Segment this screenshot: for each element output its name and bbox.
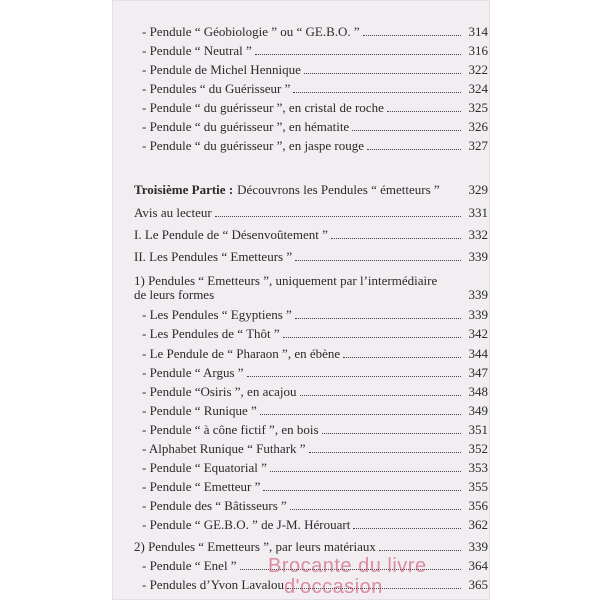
dot-leader (295, 259, 461, 261)
toc-page-number: 339 (468, 287, 488, 302)
toc-entry-label: - Les Pendules de “ Thôt ” (142, 326, 280, 341)
toc-page-number: 339 (468, 307, 488, 322)
toc-entry (112, 41, 490, 61)
toc-entry-label: - Pendule “ à cône fictif ”, en bois (142, 422, 319, 437)
toc-entry (112, 225, 490, 245)
dot-leader (309, 451, 461, 453)
dot-leader (322, 432, 461, 434)
toc-page-number: 326 (468, 119, 488, 134)
toc-entry-label: Découvrons les Pendules “ émetteurs ” (237, 182, 440, 197)
dot-leader (247, 375, 461, 377)
toc-entry-label: - Pendule “ GE.B.O. ” de J-M. Hérouart (142, 517, 351, 532)
toc-page-number: 327 (468, 138, 488, 153)
toc-entry-label: Avis au lecteur (134, 205, 212, 220)
toc-entry (112, 420, 490, 440)
toc-entry-label: de leurs formes (134, 287, 215, 302)
dot-leader (363, 34, 461, 36)
dot-leader (387, 110, 461, 112)
toc-page-number: 332 (468, 227, 488, 242)
toc-entry-label: - Les Pendules “ Egyptiens ” (142, 307, 292, 322)
dot-leader (353, 527, 461, 529)
toc-entry (112, 439, 490, 459)
toc-page-number: 356 (468, 498, 488, 513)
toc-entry-label: 2) Pendules “ Emetteurs ”, par leurs matériaux (134, 539, 376, 554)
toc-entry (112, 285, 490, 305)
toc-page-number: 331 (468, 205, 488, 220)
dot-leader (300, 394, 461, 396)
dot-leader (260, 413, 461, 415)
toc-entry-label: - Pendule “ Equatorial ” (142, 460, 267, 475)
toc-entry-label: - Pendule “ du guérisseur ”, en cristal de roche (142, 100, 384, 115)
toc-entry-label: II. Les Pendules “ Emetteurs ” (134, 249, 293, 264)
toc-page-number: 348 (468, 384, 488, 399)
toc-page-number: 355 (468, 479, 488, 494)
toc-entry (112, 203, 490, 223)
toc-page-number: 339 (468, 539, 488, 554)
dot-leader (217, 298, 461, 299)
dot-leader (379, 549, 461, 551)
toc-entry-label: - Pendule “ Emetteur ” (142, 479, 261, 494)
toc-entry-label: - Le Pendule de “ Pharaon ”, en ébène (142, 346, 341, 361)
toc-page-number: 322 (468, 62, 488, 77)
toc-entry-label: - Pendule des “ Bâtisseurs ” (142, 498, 287, 513)
toc-page-number: 324 (468, 81, 488, 96)
dot-leader (215, 215, 461, 217)
dot-leader (255, 53, 461, 55)
toc-entry (112, 22, 490, 42)
toc-entry-label: - Pendule “ Argus ” (142, 365, 244, 380)
toc-entry (112, 98, 490, 118)
toc-page-number: 362 (468, 517, 488, 532)
toc-page-number: 347 (468, 365, 488, 380)
book-page (112, 0, 490, 600)
toc-entry (112, 60, 490, 80)
watermark-line-2: d'occasion (284, 576, 383, 598)
dot-leader (290, 508, 461, 510)
toc-page-number: 314 (468, 24, 488, 39)
toc-entry (112, 247, 490, 267)
toc-entry (112, 496, 490, 516)
toc-entry-label: 1) Pendules “ Emetteurs ”, uniquement par l’intermédiaire (134, 273, 438, 288)
dot-leader (283, 336, 461, 338)
toc-entry-label: - Alphabet Runique “ Futhark ” (142, 441, 306, 456)
toc-section-heading (112, 180, 490, 200)
toc-entry (112, 515, 490, 535)
toc-entry (112, 117, 490, 137)
toc-entry-label: - Pendules d’Yvon Lavalou (142, 577, 285, 592)
dot-leader (293, 91, 461, 93)
dot-leader (270, 470, 461, 472)
dot-leader (352, 129, 461, 131)
toc-page-number: 353 (468, 460, 488, 475)
toc-entry-label: - Pendules “ du Guérisseur ” (142, 81, 291, 96)
toc-page-number: 342 (468, 326, 488, 341)
part-title: Troisième Partie : (134, 182, 234, 197)
toc-entry-label: - Pendule “ du guérisseur ”, en jaspe rouge (142, 138, 365, 153)
toc-entry-label: I. Le Pendule de “ Désenvoûtement ” (134, 227, 328, 242)
toc-page-number: 351 (468, 422, 488, 437)
toc-entry (112, 401, 490, 421)
toc-entry (112, 477, 490, 497)
toc-page-number: 365 (468, 577, 488, 592)
toc-page-number: 339 (468, 249, 488, 264)
dot-leader (295, 317, 461, 319)
toc-entry (112, 79, 490, 99)
dot-leader (343, 356, 461, 358)
toc-page-number: 316 (468, 43, 488, 58)
dot-leader (263, 489, 461, 491)
toc-entry-label: - Pendule “ Géobiologie ” ou “ GE.B.O. ” (142, 24, 360, 39)
toc-entry-label: - Pendule “Osiris ”, en acajou (142, 384, 297, 399)
toc-entry-label: - Pendule “ Neutral ” (142, 43, 252, 58)
dot-leader (331, 237, 461, 239)
toc-page-number: 364 (468, 558, 488, 573)
toc-entry-label: - Pendule de Michel Hennique (142, 62, 301, 77)
toc-entry (112, 344, 490, 364)
toc-entry (112, 305, 490, 325)
toc-entry (112, 324, 490, 344)
watermark-line-1: Brocante du livre (268, 555, 427, 577)
toc-entry (112, 382, 490, 402)
toc-entry (112, 136, 490, 156)
toc-entry-label: - Pendule “ Enel ” (142, 558, 237, 573)
dot-leader (443, 193, 461, 194)
toc-page-number: 344 (468, 346, 488, 361)
toc-entry-label: - Pendule “ Runique ” (142, 403, 257, 418)
toc-entry (112, 363, 490, 383)
toc-entry (112, 458, 490, 478)
toc-page-number: 329 (468, 182, 488, 197)
toc-page-number: 352 (468, 441, 488, 456)
toc-page-number: 349 (468, 403, 488, 418)
toc-entry-label: - Pendule “ du guérisseur ”, en hématite (142, 119, 350, 134)
toc-page-number: 325 (468, 100, 488, 115)
toc-entry (112, 537, 490, 557)
dot-leader (304, 72, 461, 74)
dot-leader (367, 148, 461, 150)
